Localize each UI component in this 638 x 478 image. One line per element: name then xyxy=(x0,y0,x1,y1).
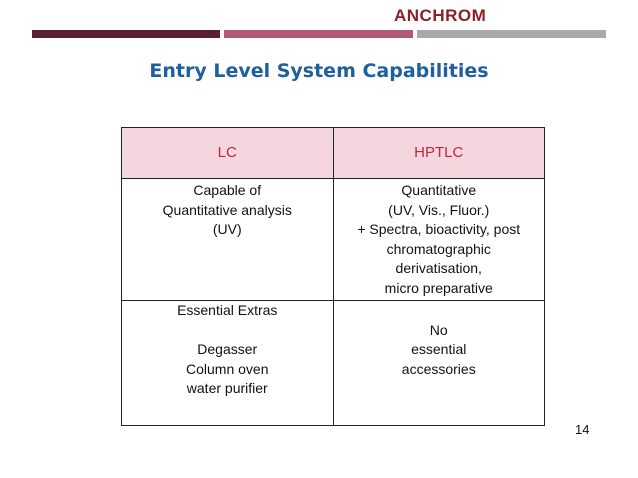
page-number: 14 xyxy=(575,422,590,437)
table-header-row xyxy=(122,128,545,179)
cell-line: chromatographic xyxy=(386,240,491,257)
cell-line: accessories xyxy=(401,360,476,377)
header-bar-dark xyxy=(32,30,220,38)
table-row xyxy=(122,301,545,426)
column-header-hptlc: HPTLC xyxy=(333,128,545,179)
cell-line: Capable of xyxy=(193,182,262,198)
cell-line: (UV, Vis., Fluor.) xyxy=(388,201,490,218)
cell-line: Quantitative analysis xyxy=(162,201,292,218)
anchrom-logo: ANCHROM xyxy=(394,6,487,25)
cell-lc-capability xyxy=(122,179,334,301)
cell-line: Column oven xyxy=(186,360,269,377)
cell-line: + Spectra, bioactivity, post xyxy=(357,221,521,237)
slide-title: Entry Level System Capabilities xyxy=(149,60,489,82)
column-header-lc: LC xyxy=(122,128,334,179)
cell-line: water purifier xyxy=(186,380,268,396)
header-bar-mid xyxy=(224,30,413,38)
cell-line: micro preparative xyxy=(384,279,493,296)
cell-line: essential xyxy=(411,341,467,357)
cell-line: (UV) xyxy=(212,221,242,237)
extras-heading: Essential Extras xyxy=(177,302,278,318)
cell-lc-extras xyxy=(122,301,334,426)
cell-line: Degasser xyxy=(197,341,258,357)
cell-line: Quantitative xyxy=(401,182,477,198)
cell-hptlc-capability xyxy=(333,179,545,301)
header-bar-grey xyxy=(417,30,606,38)
spacer xyxy=(334,301,545,321)
capabilities-table xyxy=(121,127,545,426)
cell-hptlc-extras xyxy=(333,301,545,426)
cell-line: No xyxy=(429,321,448,338)
table-row xyxy=(122,179,545,301)
cell-line: derivatisation, xyxy=(395,260,482,276)
spacer xyxy=(122,321,333,341)
